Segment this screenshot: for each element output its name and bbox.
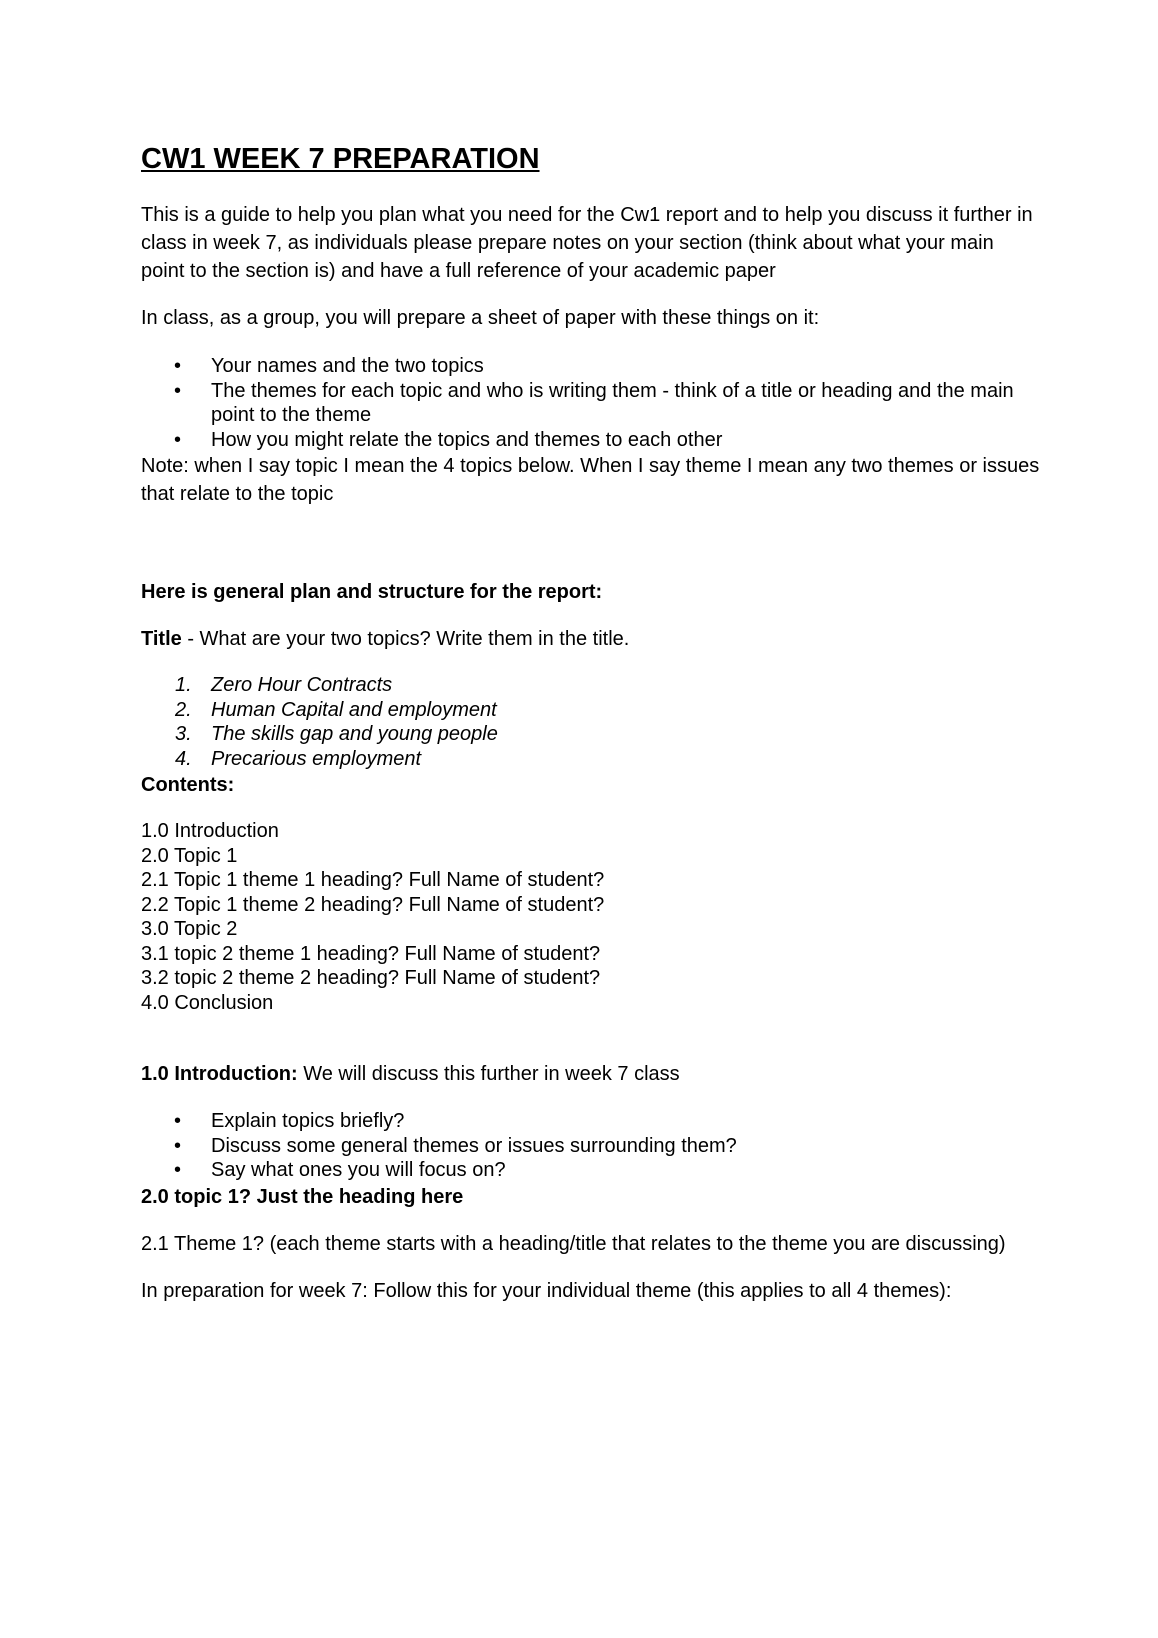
list-item-text: Explain topics briefly? (211, 1110, 405, 1132)
introduction-label: 1.0 Introduction: (141, 1063, 298, 1085)
intro-paragraph: This is a guide to help you plan what you need for the Cw1 report and to help you discuss it further in class in week 7, as individuals please prepare notes on your section (think about what your main point to the section is) and have a full reference of your academic paper (141, 204, 1033, 282)
introduction-section-line (141, 1060, 1041, 1088)
topic-label: Human Capital and employment (211, 698, 497, 721)
document-title: CW1 WEEK 7 PREPARATION (141, 143, 540, 175)
list-item-text: The themes for each topic and who is writing them - think of a title or heading and the main point to the theme (211, 379, 1014, 426)
in-class-paragraph: In class, as a group, you will prepare a sheet of paper with these things on it: (141, 307, 820, 329)
topic-item (141, 673, 1041, 698)
list-item (141, 379, 1041, 428)
list-item (141, 1158, 1041, 1183)
list-item-text: How you might relate the topics and themes to each other (211, 428, 723, 451)
contents-entry: 3.0 Topic 2 (141, 918, 238, 940)
contents-heading: Contents: (141, 774, 235, 796)
bullet-icon: • (174, 379, 182, 402)
topic-label: Zero Hour Contracts (211, 674, 393, 696)
document-body (141, 139, 1041, 1305)
title-section-text: - What are your two topics? Write them in the title. (181, 628, 630, 650)
topic-number: 1. (175, 674, 192, 696)
introduction-text: We will discuss this further in week 7 class (297, 1063, 680, 1085)
topic-number: 3. (175, 723, 192, 745)
list-item-text: Discuss some general themes or issues surrounding them? (211, 1134, 737, 1157)
topic-label: Precarious employment (211, 747, 422, 770)
contents-entry: 1.0 Introduction (141, 820, 279, 842)
list-item (141, 1134, 1041, 1159)
topic1-heading: 2.0 topic 1? Just the heading here (141, 1185, 464, 1208)
list-item (141, 354, 1041, 379)
bullet-icon: • (174, 1134, 182, 1157)
contents-entry: 3.1 topic 2 theme 1 heading? Full Name of student? (141, 942, 601, 965)
bullet-icon: • (174, 1159, 182, 1181)
bullet-icon: • (174, 355, 182, 377)
contents-entry: 2.0 Topic 1 (141, 844, 238, 867)
topic-number: 2. (175, 698, 192, 721)
contents-list (141, 819, 1041, 1015)
note-paragraph: Note: when I say topic I mean the 4 topics below. When I say theme I mean any two themes or issues that relate to the topic (141, 455, 1040, 505)
contents-entry: 3.2 topic 2 theme 2 heading? Full Name of student? (141, 967, 601, 989)
list-item (141, 1109, 1041, 1134)
title-section-label: Title (141, 628, 182, 650)
contents-entry: 2.2 Topic 1 theme 2 heading? Full Name of student? (141, 893, 605, 916)
in-class-bullet-list (141, 354, 1041, 452)
topics-list (141, 673, 1041, 771)
topic-item (141, 722, 1041, 747)
introduction-bullet-list (141, 1109, 1041, 1183)
contents-entry: 4.0 Conclusion (141, 991, 274, 1014)
bullet-icon: • (174, 1110, 182, 1132)
plan-heading: Here is general plan and structure for the report: (141, 581, 603, 603)
preparation-paragraph: In preparation for week 7: Follow this for your individual theme (this applies to all 4 themes): (141, 1279, 952, 1302)
contents-entry: 2.1 Topic 1 theme 1 heading? Full Name of student? (141, 869, 605, 891)
topic-label: The skills gap and young people (211, 723, 498, 745)
theme1-paragraph: 2.1 Theme 1? (each theme starts with a heading/title that relates to the theme you are discussing) (141, 1232, 1006, 1255)
title-section-line (141, 625, 1041, 653)
topic-item (141, 698, 1041, 723)
bullet-icon: • (174, 428, 182, 451)
list-item-text: Say what ones you will focus on? (211, 1159, 506, 1181)
topic-number: 4. (175, 747, 192, 770)
list-item (141, 428, 1041, 453)
list-item-text: Your names and the two topics (211, 355, 484, 377)
topic-item (141, 747, 1041, 772)
